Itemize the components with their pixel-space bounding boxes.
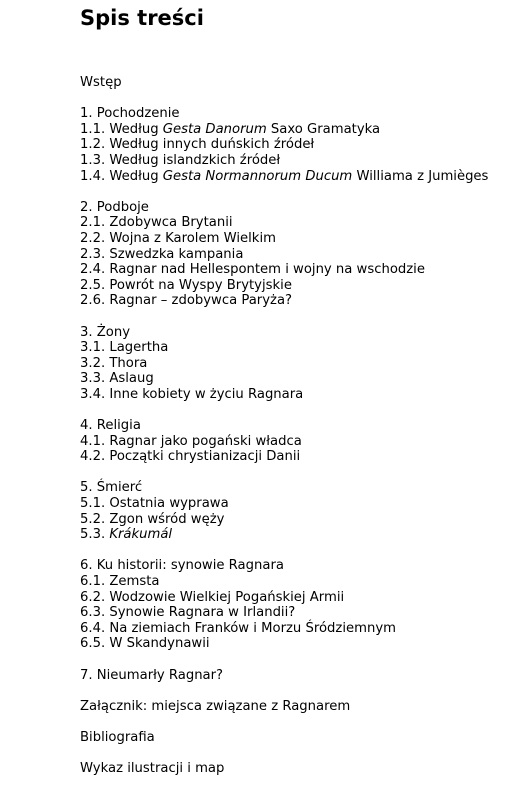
- toc-entry: [80, 605, 510, 621]
- toc-entry-text: 2.2. Wojna z Karolem Wielkim: [80, 230, 276, 246]
- toc-entry: [80, 340, 510, 356]
- toc-entry: [80, 262, 510, 278]
- toc-spacer: [80, 309, 510, 325]
- toc-entry: [80, 636, 510, 652]
- toc-entry: [80, 153, 510, 169]
- toc-entry: [80, 480, 510, 496]
- toc-entry: [80, 590, 510, 606]
- toc-spacer: [80, 683, 510, 699]
- toc-entry-text: 5.2. Zgon wśród węży: [80, 511, 225, 527]
- toc-spacer: [80, 543, 510, 559]
- toc-entry-text: Wstęp: [80, 75, 122, 90]
- toc-entry: [80, 247, 510, 263]
- toc-entry: [80, 106, 510, 122]
- toc-entry-text: 7. Nieumarły Ragnar?: [80, 667, 224, 683]
- toc-entry-text: 1.2. Według innych duńskich źródeł: [80, 137, 315, 153]
- toc-entry: [80, 668, 510, 684]
- toc-entry-text: 3.3. Aslaug: [80, 371, 154, 387]
- toc-entry-text: 6.5. W Skandynawii: [80, 636, 210, 652]
- toc-entry: [80, 293, 510, 309]
- toc-entry-text: 2. Podboje: [80, 199, 149, 215]
- toc-entry-text: 6.3. Synowie Ragnara w Irlandii?: [80, 605, 296, 621]
- toc-spacer: [80, 652, 510, 668]
- toc-entry: [80, 496, 510, 512]
- toc-spacer: [80, 402, 510, 418]
- toc-entry-text: 4.1. Ragnar jako pogański władca: [80, 433, 302, 449]
- toc-spacer: [80, 746, 510, 762]
- toc-entry-text: Bibliografia: [80, 729, 155, 745]
- toc-entry: [80, 371, 510, 387]
- toc-entry: [80, 215, 510, 231]
- toc-entry: [80, 621, 510, 637]
- toc-entry-text: 2.1. Zdobywca Brytanii: [80, 215, 233, 231]
- toc-entry-text: 5.1. Ostatnia wyprawa: [80, 496, 229, 512]
- toc-entry-italic-title: Gesta Normannorum Ducum: [162, 168, 353, 184]
- toc-entry-text: Saxo Gramatyka: [266, 121, 381, 137]
- toc-entry-text: Załącznik: miejsca związane z Ragnarem: [80, 698, 351, 714]
- toc-entry: [80, 122, 510, 138]
- toc-entry-text: Wykaz ilustracji i map: [80, 761, 225, 777]
- toc-entry-text: 5. Śmierć: [80, 480, 143, 496]
- toc-entry: [80, 558, 510, 574]
- toc-entry-text: 2.4. Ragnar nad Hellespontem i wojny na wschodzie: [80, 262, 425, 278]
- toc-entry: [80, 75, 510, 91]
- toc-entry-text: 2.3. Szwedzka kampania: [80, 246, 244, 262]
- toc-entry-text: 3.2. Thora: [80, 355, 148, 371]
- toc-entry-italic-title: Gesta Danorum: [162, 121, 267, 137]
- toc-entry-text: Williama z Jumièges: [352, 168, 489, 184]
- toc-entry: [80, 418, 510, 434]
- table-of-contents: [80, 75, 510, 777]
- toc-entry: [80, 325, 510, 341]
- toc-entry-text: 3. Żony: [80, 324, 131, 340]
- toc-entry-text: 2.6. Ragnar – zdobywca Paryża?: [80, 293, 293, 309]
- toc-entry-text: 1.3. Według islandzkich źródeł: [80, 152, 281, 168]
- toc-spacer: [80, 91, 510, 107]
- toc-entry: [80, 387, 510, 403]
- toc-entry: [80, 699, 510, 715]
- toc-entry-text: 3.1. Lagertha: [80, 340, 169, 356]
- toc-spacer: [80, 184, 510, 200]
- toc-entry-text: 2.5. Powrót na Wyspy Brytyjskie: [80, 277, 292, 293]
- page-title: Spis treści: [80, 6, 204, 30]
- toc-entry: [80, 200, 510, 216]
- toc-spacer: [80, 465, 510, 481]
- toc-entry: [80, 169, 510, 185]
- toc-entry-text: 5.3.: [80, 527, 110, 543]
- toc-entry: [80, 512, 510, 528]
- toc-entry: [80, 574, 510, 590]
- toc-entry-text: 1.1. Według: [80, 121, 163, 137]
- toc-entry-text: 6.4. Na ziemiach Franków i Morzu Śródziemnym: [80, 620, 396, 636]
- toc-entry-italic-title: Krákumál: [109, 527, 173, 543]
- toc-entry-text: 6. Ku historii: synowie Ragnara: [80, 558, 284, 574]
- toc-entry-text: 4. Religia: [80, 418, 141, 434]
- toc-entry-text: 6.1. Zemsta: [80, 574, 160, 589]
- toc-entry: [80, 761, 510, 777]
- toc-entry: [80, 730, 510, 746]
- toc-entry: [80, 356, 510, 372]
- toc-entry-text: 6.2. Wodzowie Wielkiej Pogańskiej Armii: [80, 589, 345, 605]
- toc-entry: [80, 137, 510, 153]
- toc-entry: [80, 278, 510, 294]
- toc-entry-text: 4.2. Początki chrystianizacji Danii: [80, 449, 301, 465]
- toc-entry-text: 3.4. Inne kobiety w życiu Ragnara: [80, 386, 304, 402]
- toc-entry: [80, 231, 510, 247]
- toc-entry: [80, 527, 510, 543]
- toc-entry-text: 1.4. Według: [80, 168, 163, 184]
- toc-entry-text: 1. Pochodzenie: [80, 106, 180, 122]
- toc-entry: [80, 449, 510, 465]
- toc-spacer: [80, 714, 510, 730]
- toc-entry: [80, 434, 510, 450]
